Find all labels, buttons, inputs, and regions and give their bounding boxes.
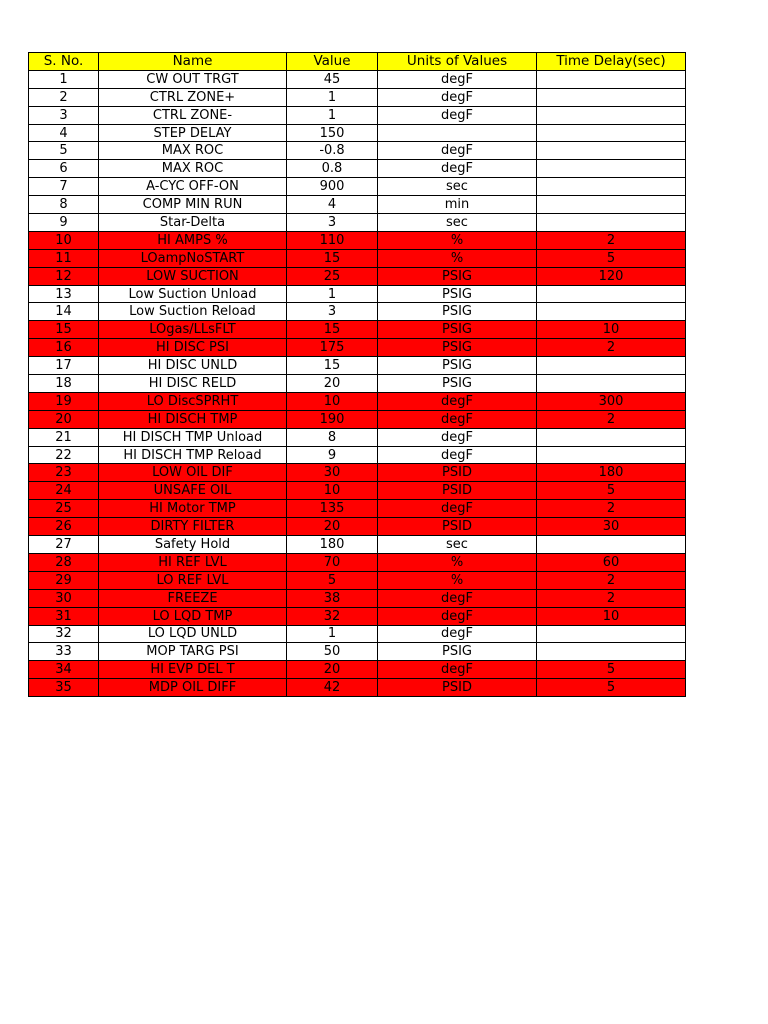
cell-name: HI REF LVL: [99, 553, 287, 571]
table-row-alarm: [29, 267, 686, 285]
cell-time-delay: [537, 357, 686, 375]
cell-units: degF: [378, 88, 537, 106]
cell-sno: 19: [29, 392, 99, 410]
cell-sno: 22: [29, 446, 99, 464]
cell-units: degF: [378, 410, 537, 428]
cell-name: MAX ROC: [99, 160, 287, 178]
table-row: [29, 142, 686, 160]
table-row-alarm: [29, 607, 686, 625]
table-row: [29, 357, 686, 375]
table-row: [29, 643, 686, 661]
cell-sno: 5: [29, 142, 99, 160]
cell-units: %: [378, 231, 537, 249]
cell-value: 1: [287, 106, 378, 124]
cell-name: Safety Hold: [99, 536, 287, 554]
cell-units: %: [378, 553, 537, 571]
cell-value: 1: [287, 88, 378, 106]
cell-sno: 8: [29, 196, 99, 214]
header-sno: S. No.: [29, 53, 99, 71]
cell-name: LOW SUCTION: [99, 267, 287, 285]
cell-time-delay: [537, 536, 686, 554]
header-name: Name: [99, 53, 287, 71]
cell-name: CTRL ZONE-: [99, 106, 287, 124]
table-row-alarm: [29, 231, 686, 249]
cell-value: 900: [287, 178, 378, 196]
cell-sno: 30: [29, 589, 99, 607]
cell-value: 10: [287, 482, 378, 500]
cell-name: UNSAFE OIL: [99, 482, 287, 500]
cell-name: MAX ROC: [99, 142, 287, 160]
cell-units: PSIG: [378, 339, 537, 357]
table-row-alarm: [29, 410, 686, 428]
cell-sno: 14: [29, 303, 99, 321]
cell-time-delay: 5: [537, 679, 686, 697]
cell-sno: 33: [29, 643, 99, 661]
cell-value: 9: [287, 446, 378, 464]
cell-sno: 17: [29, 357, 99, 375]
cell-units: sec: [378, 214, 537, 232]
cell-sno: 1: [29, 70, 99, 88]
cell-sno: 25: [29, 500, 99, 518]
table-row: [29, 106, 686, 124]
table-row-alarm: [29, 679, 686, 697]
cell-sno: 12: [29, 267, 99, 285]
parameter-table: [28, 52, 686, 697]
cell-name: COMP MIN RUN: [99, 196, 287, 214]
cell-value: 45: [287, 70, 378, 88]
cell-time-delay: [537, 303, 686, 321]
cell-units: degF: [378, 661, 537, 679]
cell-sno: 35: [29, 679, 99, 697]
cell-value: 180: [287, 536, 378, 554]
cell-sno: 31: [29, 607, 99, 625]
table-row: [29, 124, 686, 142]
cell-units: degF: [378, 106, 537, 124]
cell-value: 25: [287, 267, 378, 285]
cell-value: 4: [287, 196, 378, 214]
table-row: [29, 625, 686, 643]
cell-sno: 27: [29, 536, 99, 554]
cell-sno: 3: [29, 106, 99, 124]
cell-sno: 10: [29, 231, 99, 249]
cell-name: STEP DELAY: [99, 124, 287, 142]
table-row: [29, 70, 686, 88]
cell-value: 1: [287, 285, 378, 303]
cell-name: LO LQD TMP: [99, 607, 287, 625]
cell-time-delay: 180: [537, 464, 686, 482]
cell-value: 38: [287, 589, 378, 607]
cell-name: CTRL ZONE+: [99, 88, 287, 106]
cell-value: 20: [287, 518, 378, 536]
cell-value: 70: [287, 553, 378, 571]
cell-time-delay: 120: [537, 267, 686, 285]
cell-value: 32: [287, 607, 378, 625]
table-row-alarm: [29, 482, 686, 500]
cell-sno: 4: [29, 124, 99, 142]
cell-units: degF: [378, 142, 537, 160]
cell-time-delay: 2: [537, 589, 686, 607]
cell-time-delay: 2: [537, 410, 686, 428]
table-row: [29, 375, 686, 393]
cell-name: HI DISCH TMP Unload: [99, 428, 287, 446]
cell-sno: 34: [29, 661, 99, 679]
cell-value: 20: [287, 661, 378, 679]
cell-units: PSID: [378, 464, 537, 482]
cell-value: 5: [287, 571, 378, 589]
cell-time-delay: 2: [537, 339, 686, 357]
cell-time-delay: 10: [537, 321, 686, 339]
cell-time-delay: [537, 285, 686, 303]
table-row-alarm: [29, 500, 686, 518]
cell-value: 190: [287, 410, 378, 428]
cell-units: PSIG: [378, 285, 537, 303]
cell-units: degF: [378, 500, 537, 518]
cell-sno: 13: [29, 285, 99, 303]
header-units: Units of Values: [378, 53, 537, 71]
cell-name: LOampNoSTART: [99, 249, 287, 267]
cell-sno: 15: [29, 321, 99, 339]
table-row: [29, 303, 686, 321]
cell-units: PSIG: [378, 357, 537, 375]
cell-time-delay: [537, 142, 686, 160]
cell-units: sec: [378, 178, 537, 196]
cell-sno: 26: [29, 518, 99, 536]
cell-units: [378, 124, 537, 142]
cell-name: LO DiscSPRHT: [99, 392, 287, 410]
table-row-alarm: [29, 321, 686, 339]
cell-sno: 2: [29, 88, 99, 106]
cell-sno: 29: [29, 571, 99, 589]
cell-time-delay: [537, 214, 686, 232]
cell-time-delay: 2: [537, 571, 686, 589]
cell-time-delay: 5: [537, 249, 686, 267]
header-time-delay: Time Delay(sec): [537, 53, 686, 71]
table-row: [29, 196, 686, 214]
cell-name: HI Motor TMP: [99, 500, 287, 518]
table-row: [29, 178, 686, 196]
cell-value: 15: [287, 249, 378, 267]
cell-value: 42: [287, 679, 378, 697]
cell-units: %: [378, 249, 537, 267]
cell-name: MDP OIL DIFF: [99, 679, 287, 697]
cell-value: 1: [287, 625, 378, 643]
cell-time-delay: 10: [537, 607, 686, 625]
cell-time-delay: [537, 625, 686, 643]
cell-name: CW OUT TRGT: [99, 70, 287, 88]
cell-units: PSIG: [378, 321, 537, 339]
cell-name: HI EVP DEL T: [99, 661, 287, 679]
cell-sno: 28: [29, 553, 99, 571]
cell-time-delay: [537, 446, 686, 464]
cell-time-delay: 5: [537, 482, 686, 500]
cell-units: degF: [378, 446, 537, 464]
cell-sno: 20: [29, 410, 99, 428]
cell-value: 150: [287, 124, 378, 142]
cell-value: 135: [287, 500, 378, 518]
cell-value: 3: [287, 303, 378, 321]
cell-value: 0.8: [287, 160, 378, 178]
header-value: Value: [287, 53, 378, 71]
cell-name: LO REF LVL: [99, 571, 287, 589]
cell-time-delay: 300: [537, 392, 686, 410]
cell-units: sec: [378, 536, 537, 554]
table-row-alarm: [29, 464, 686, 482]
cell-units: degF: [378, 428, 537, 446]
cell-name: HI DISC UNLD: [99, 357, 287, 375]
cell-name: Star-Delta: [99, 214, 287, 232]
table-row-alarm: [29, 553, 686, 571]
cell-time-delay: [537, 178, 686, 196]
cell-name: HI DISC PSI: [99, 339, 287, 357]
cell-time-delay: [537, 124, 686, 142]
cell-units: min: [378, 196, 537, 214]
cell-name: HI DISCH TMP Reload: [99, 446, 287, 464]
table-row: [29, 88, 686, 106]
cell-time-delay: [537, 428, 686, 446]
table-body: [29, 70, 686, 696]
cell-value: 175: [287, 339, 378, 357]
cell-units: PSID: [378, 679, 537, 697]
table-row-alarm: [29, 339, 686, 357]
cell-sno: 32: [29, 625, 99, 643]
cell-units: PSID: [378, 482, 537, 500]
cell-units: PSIG: [378, 303, 537, 321]
cell-time-delay: 2: [537, 231, 686, 249]
cell-value: 15: [287, 357, 378, 375]
cell-sno: 23: [29, 464, 99, 482]
cell-sno: 6: [29, 160, 99, 178]
table-row-alarm: [29, 249, 686, 267]
cell-time-delay: 2: [537, 500, 686, 518]
cell-sno: 9: [29, 214, 99, 232]
cell-name: DIRTY FILTER: [99, 518, 287, 536]
parameter-sheet: [28, 52, 686, 697]
cell-time-delay: [537, 88, 686, 106]
cell-time-delay: [537, 70, 686, 88]
cell-units: PSIG: [378, 643, 537, 661]
cell-value: 15: [287, 321, 378, 339]
cell-units: %: [378, 571, 537, 589]
cell-value: 3: [287, 214, 378, 232]
table-row-alarm: [29, 589, 686, 607]
cell-name: HI DISC RELD: [99, 375, 287, 393]
table-row: [29, 446, 686, 464]
cell-units: degF: [378, 607, 537, 625]
cell-value: 20: [287, 375, 378, 393]
cell-sno: 18: [29, 375, 99, 393]
cell-value: 110: [287, 231, 378, 249]
cell-time-delay: [537, 196, 686, 214]
cell-value: 50: [287, 643, 378, 661]
cell-name: Low Suction Unload: [99, 285, 287, 303]
cell-units: degF: [378, 589, 537, 607]
cell-value: 10: [287, 392, 378, 410]
cell-units: PSIG: [378, 375, 537, 393]
cell-value: 30: [287, 464, 378, 482]
cell-units: PSID: [378, 518, 537, 536]
cell-units: degF: [378, 70, 537, 88]
cell-time-delay: 60: [537, 553, 686, 571]
cell-time-delay: 30: [537, 518, 686, 536]
cell-time-delay: [537, 160, 686, 178]
table-row-alarm: [29, 518, 686, 536]
cell-name: Low Suction Reload: [99, 303, 287, 321]
table-row: [29, 285, 686, 303]
cell-name: LO LQD UNLD: [99, 625, 287, 643]
cell-units: degF: [378, 160, 537, 178]
cell-value: 8: [287, 428, 378, 446]
cell-units: degF: [378, 392, 537, 410]
table-row-alarm: [29, 571, 686, 589]
table-row: [29, 214, 686, 232]
cell-name: A-CYC OFF-ON: [99, 178, 287, 196]
table-row: [29, 428, 686, 446]
cell-sno: 7: [29, 178, 99, 196]
cell-sno: 16: [29, 339, 99, 357]
cell-units: degF: [378, 625, 537, 643]
cell-time-delay: [537, 375, 686, 393]
cell-value: -0.8: [287, 142, 378, 160]
cell-name: HI AMPS %: [99, 231, 287, 249]
cell-time-delay: 5: [537, 661, 686, 679]
cell-name: MOP TARG PSI: [99, 643, 287, 661]
table-row: [29, 536, 686, 554]
cell-name: HI DISCH TMP: [99, 410, 287, 428]
cell-name: LOgas/LLsFLT: [99, 321, 287, 339]
header-row: [29, 53, 686, 71]
cell-time-delay: [537, 643, 686, 661]
cell-time-delay: [537, 106, 686, 124]
table-row-alarm: [29, 392, 686, 410]
cell-sno: 11: [29, 249, 99, 267]
cell-sno: 24: [29, 482, 99, 500]
cell-sno: 21: [29, 428, 99, 446]
table-row: [29, 160, 686, 178]
cell-name: FREEZE: [99, 589, 287, 607]
cell-units: PSIG: [378, 267, 537, 285]
cell-name: LOW OIL DIF: [99, 464, 287, 482]
table-row-alarm: [29, 661, 686, 679]
